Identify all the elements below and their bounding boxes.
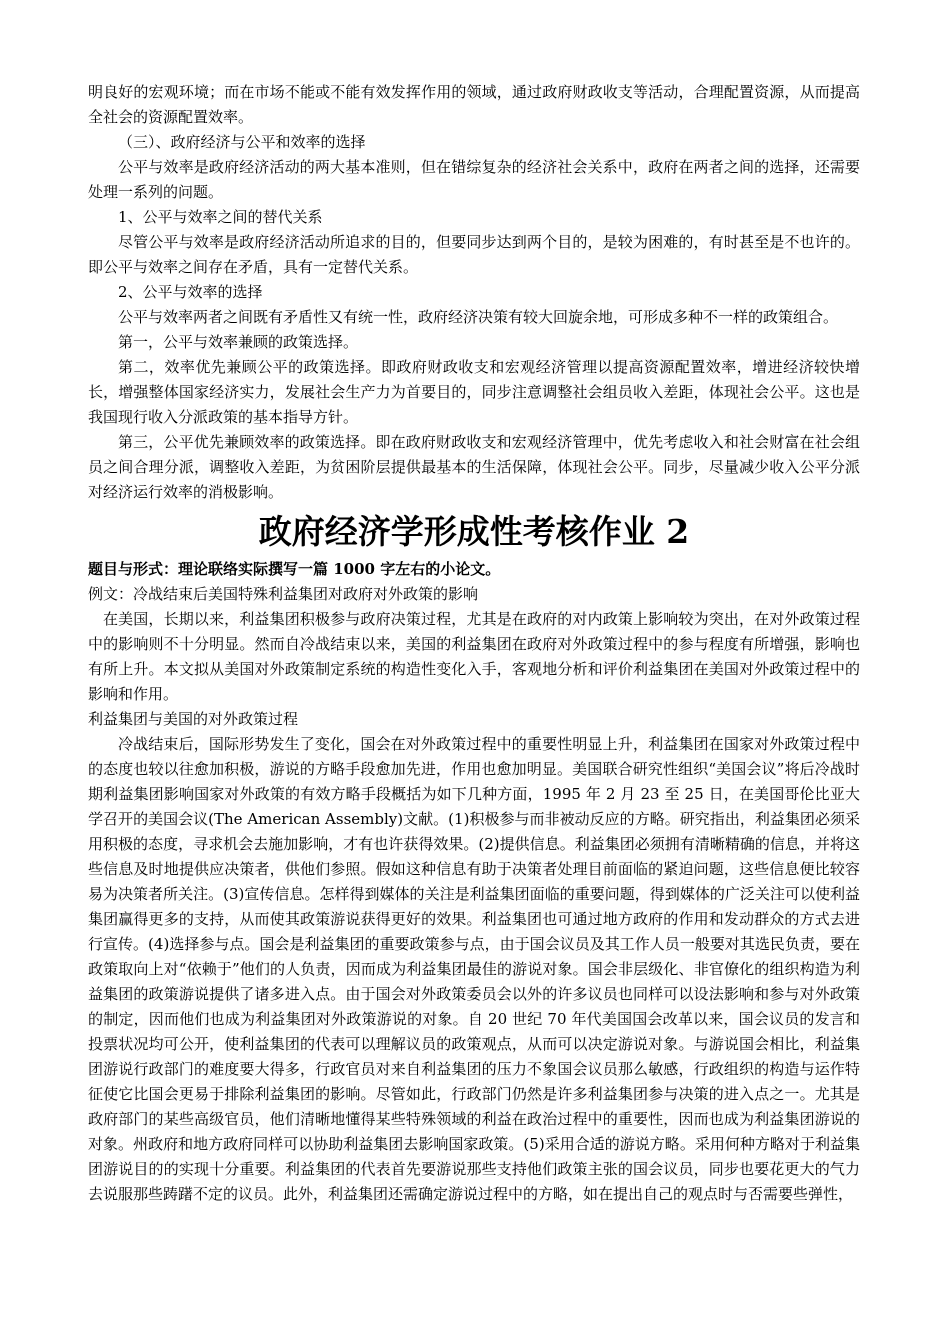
intro-paragraph-4: 公平与效率两者之间既有矛盾性又有统一性，政府经济决策有较大回旋余地，可形成多种不一样的政策组合。: [118, 308, 839, 326]
essay-paragraph-1: 在美国，长期以来，利益集团积极参与政府决策过程，尤其是在政府的对内政策上影响较为突出，在对外政策过程中的影响则不十分明显。然而自冷战结束以来，美国的利益集团在政府对外政策过程中的参与程度有所增强，影响也有所上升。本文拟从美国对外政策制定系统的构造性变化入手，客观地分析和评价利益集团在美国对外政策过程中的影响和作用。: [88, 610, 860, 703]
essay-paragraph-2: 冷战结束后，国际形势发生了变化，国会在对外政策过程中的重要性明显上升，利益集团在国家对外政策过程中的态度也较以往愈加积极，游说的方略手段愈加先进，作用也愈加明显。美国联合研究性组织“美国会议”将后冷战时期利益集团影响国家对外政策的有效方略手段概括为如下几种方面，1995 年 2 月 23 至 25 日，在美国哥伦比亚大学召开的美国会议(The American Assembly)文献。(1)积极参与而非被动反应的方略。研究指出，利益集团必须采用积极的态度，寻求机会去施加影响，才有也许获得效果。(2)提供信息。利益集团必须拥有清晰精确的信息，并将这些信息及时地提供应决策者，供他们参照。假如这种信息有助于决策者处理目前面临的紧迫问题，这些信息便比较容易为决策者所关注。(3)宣传信息。怎样得到媒体的关注是利益集团面临的重要问题，得到媒体的广泛关注可以使利益集团赢得更多的支持，从而使其政策游说获得更好的效果。利益集团也可通过地方政府的作用和发动群众的方式去进行宣传。(4)选择参与点。国会是利益集团的重要政策参与点，由于国会议员及其工作人员一般要对其选民负责，要在政策取向上对“依赖于”他们的人负责，因而成为利益集团最佳的游说对象。国会非层级化、非官僚化的组织构造为利益集团的政策游说提供了诸多进入点。由于国会对外政策委员会以外的许多议员也同样可以设法影响和参与对外政策的制定，因而他们也成为利益集团对外政策游说的对象。自 20 世纪 70 年代美国国会改革以来，国会议员的发言和投票状况均可公开，使利益集团的代表可以理解议员的政策观点，从而可以决定游说对象。与游说国会相比，利益集团游说行政部门的难度要大得多，行政官员对来自利益集团的压力不象国会议员那么敏感，行政组织的构造与运作特征使它比国会更易于排除利益集团的影响。尽管如此，行政部门仍然是许多利益集团参与决策的进入点之一。尤其是政府部门的某些高级官员，他们清晰地懂得某些特殊领域的利益在政治过程中的重要性，因而也成为利益集团游说的对象。州政府和地方政府同样可以协助利益集团去影响国家政策。(5)采用合适的游说方略。采用何种方略对于利益集团游说目的的实现十分重要。利益集团的代表首先要游说那些支持他们政策主张的国会议员，同步也要花更大的气力去说服那些踌躇不定的议员。此外，利益集团还需确定游说过程中的方略，如在提出自己的观点时与否需要些弹性，: [88, 735, 860, 1203]
policy-choice-2: 第二，效率优先兼顾公平的政策选择。即政府财政收支和宏观经济管理以提高资源配置效率，增进经济较快增长，增强整体国家经济实力，发展社会生产力为首要目的，同步注意调整社会组员收入差距，体现社会公平。这也是我国现行收入分派政策的基本指导方针。: [88, 358, 860, 426]
section-heading-3: （三）、政府经济与公平和效率的选择: [118, 133, 366, 151]
intro-paragraph-1: 明良好的宏观环境；而在市场不能或不能有效发挥作用的领域，通过政府财政收支等活动，合理配置资源，从而提高全社会的资源配置效率。: [88, 83, 860, 126]
document-page: [88, 80, 860, 1207]
subheading-2: 2、公平与效率的选择: [118, 283, 263, 301]
assignment-requirement: 题目与形式：理论联络实际撰写一篇 1000 字左右的小论文。: [88, 560, 501, 578]
assignment-title: 政府经济学形成性考核作业 2: [258, 512, 690, 551]
intro-paragraph-3: 尽管公平与效率是政府经济活动所追求的目的，但要同步达到两个目的，是较为困难的，有时甚至是不也许的。即公平与效率之间存在矛盾，具有一定替代关系。: [88, 233, 860, 276]
policy-choice-3: 第三，公平优先兼顾效率的政策选择。即在政府财政收支和宏观经济管理中，优先考虑收入和社会财富在社会组员之间合理分派，调整收入差距，为贫困阶层提供最基本的生活保障，体现社会公平。同步，尽量减少收入公平分派对经济运行效率的消极影响。: [88, 433, 860, 501]
policy-choice-1: 第一，公平与效率兼顾的政策选择。: [118, 333, 359, 351]
intro-paragraph-2: 公平与效率是政府经济活动的两大基本准则，但在错综复杂的经济社会关系中，政府在两者之间的选择，还需要处理一系列的问题。: [88, 158, 860, 201]
subheading-1: 1、公平与效率之间的替代关系: [118, 208, 323, 226]
example-title: 例文：冷战结束后美国特殊利益集团对政府对外政策的影响: [88, 585, 479, 603]
essay-section-heading: 利益集团与美国的对外政策过程: [88, 710, 299, 728]
